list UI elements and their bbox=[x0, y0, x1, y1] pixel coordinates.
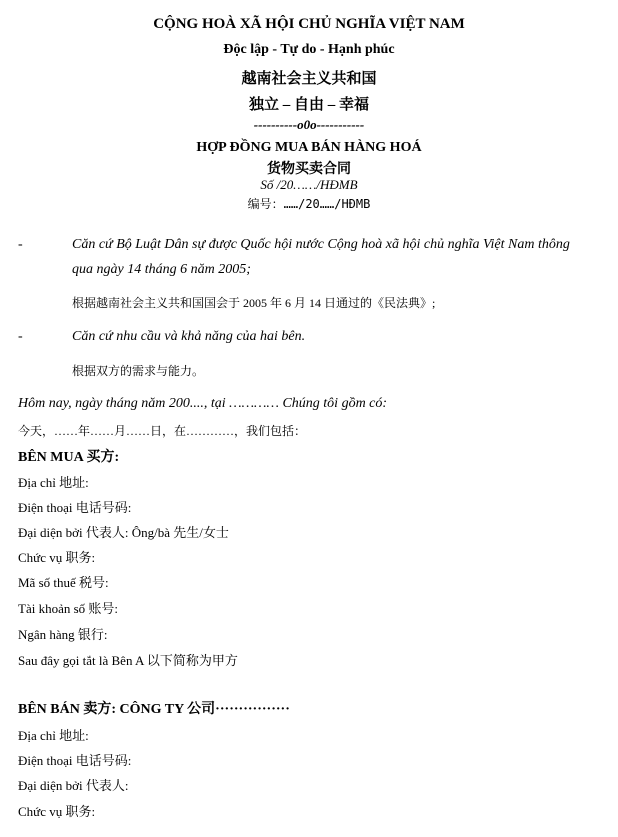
buyer-heading: BÊN MUA 买方: bbox=[18, 450, 120, 465]
header-separator: ----------o0o----------- bbox=[253, 117, 365, 132]
country-name-cn: 越南社会主义共和国 bbox=[241, 71, 377, 87]
seller-representative-field: Đại diện bởi 代表人: bbox=[18, 778, 129, 793]
seller-position-field: Chức vụ 职务: bbox=[18, 804, 96, 819]
buyer-alias-line: Sau đây gọi tắt là Bên A 以下简称为甲方 bbox=[18, 653, 238, 668]
contract-title-vi: HỢP ĐỒNG MUA BÁN HÀNG HOÁ bbox=[196, 140, 422, 155]
country-name-vi: CỘNG HOÀ XÃ HỘI CHỦ NGHĨA VIỆT NAM bbox=[153, 16, 465, 32]
buyer-phone-field: Điện thoại 电话号码: bbox=[18, 500, 132, 515]
seller-phone-field: Điện thoại 电话号码: bbox=[18, 753, 132, 768]
buyer-address-field: Địa chỉ 地址: bbox=[18, 475, 89, 490]
basis-2-cn: 根据双方的需求与能力。 bbox=[72, 364, 205, 378]
basis-1-cn: 根据越南社会主义共和国国会于 2005 年 6 月 14 日通过的《民法典》; bbox=[72, 296, 436, 310]
contract-number-vi: Số /20……/HĐMB bbox=[260, 177, 358, 192]
buyer-representative-field: Đại diện bởi 代表人: Ông/bà 先生/女士 bbox=[18, 525, 229, 540]
basis-2-vi: Căn cứ nhu cầu và khả năng của hai bên. bbox=[72, 329, 306, 344]
seller-heading: BÊN BÁN 卖方: CÔNG TY 公司················ bbox=[18, 702, 290, 717]
buyer-bank-field: Ngân hàng 银行: bbox=[18, 627, 108, 642]
seller-address-field: Địa chỉ 地址: bbox=[18, 728, 89, 743]
intro-vi: Hôm nay, ngày tháng năm 200...., tại ………… Chúng tôi gồm có: bbox=[18, 396, 388, 411]
buyer-tax-code-field: Mã số thuế 税号: bbox=[18, 575, 109, 590]
basis-1-vi: Căn cứ Bộ Luật Dân sự được Quốc hội nước Cộng hoà xã hội chủ nghĩa Việt Nam thông bbox=[72, 237, 570, 252]
intro-cn: 今天，……年……月……日，在…………，我们包括： bbox=[18, 424, 307, 438]
motto-vi: Độc lập - Tự do - Hạnh phúc bbox=[223, 42, 395, 57]
contract-title-cn: 货物买卖合同 bbox=[267, 162, 351, 177]
motto-cn: 独立 – 自由 – 幸福 bbox=[248, 97, 369, 113]
buyer-position-field: Chức vụ 职务: bbox=[18, 550, 96, 565]
contract-number-cn: 编号：……/20……/HĐMB bbox=[247, 197, 371, 211]
basis-bullet: - bbox=[18, 329, 23, 344]
basis-1-vi-cont: qua ngày 14 tháng 6 năm 2005; bbox=[72, 262, 251, 277]
basis-bullet: - bbox=[18, 237, 23, 252]
buyer-account-field: Tài khoản số 账号: bbox=[18, 601, 119, 616]
